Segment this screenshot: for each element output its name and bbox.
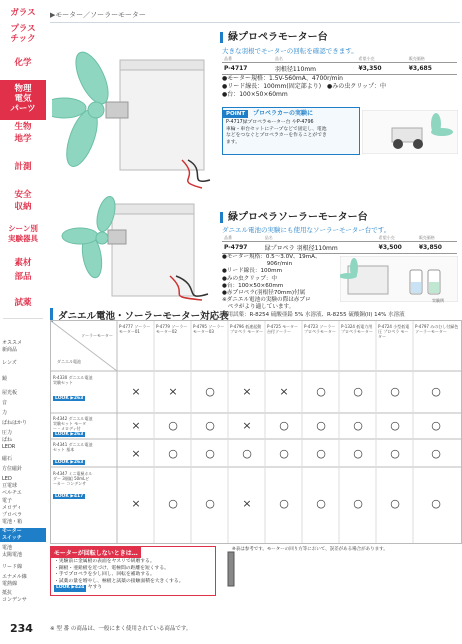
column-header: P-4779 ソーラー モーター02 [156, 324, 188, 334]
compat-mark: × [242, 419, 252, 432]
sidebar-sub-ledr[interactable]: LEDR [2, 444, 16, 450]
sidebar-sub-new[interactable]: 新商品 [2, 347, 18, 353]
compat-mark: ○ [316, 385, 326, 398]
sidebar-sub-bulb[interactable]: 豆電球 [2, 483, 18, 489]
product2-title: 緑プロペラソーラーモーター台 [220, 212, 368, 223]
sidebar-sub-heating-wire[interactable]: 電熱線 [2, 581, 18, 587]
sidebar-sub-magnet[interactable]: 磁石 [2, 456, 13, 462]
compat-mark: ○ [390, 497, 400, 510]
compat-mark: ○ [431, 419, 441, 432]
compat-mark: ○ [279, 497, 289, 510]
sidebar-sub-force[interactable]: 力 [2, 410, 8, 416]
look-badge: LOOK ▶424 [56, 585, 85, 591]
compat-mark: ○ [168, 419, 178, 432]
sidebar-label-electric: 電気 [14, 94, 32, 104]
compat-mark: × [131, 419, 141, 432]
troubleshoot-item: ・手でプロペラを少し回し、回転を補助する。 [54, 572, 155, 578]
sidebar-item-parts[interactable]: 部品 [14, 272, 32, 282]
spec-header-sale: 販売価格 [408, 56, 425, 61]
troubleshoot-item: ・銅板・亜鉛板を近づけ、電極間の距離を短くする。 [54, 565, 169, 571]
compat-mark: ○ [390, 419, 400, 432]
compat-corner-top: ソーラーモーター [81, 333, 113, 338]
product1-price-sale: ¥3,685 [407, 63, 457, 75]
sidebar-sub-pressure[interactable]: 圧力 [2, 430, 13, 436]
header-divider [50, 22, 460, 23]
sidebar-item-experiment-tools[interactable]: 実験器具 [8, 234, 38, 243]
product1-motor-icon [106, 102, 128, 118]
spec-header-code: 品番 [224, 235, 232, 240]
look-badge: LOOK ▶417 [55, 494, 84, 499]
sidebar-item-biology[interactable]: 生物 [14, 122, 32, 132]
product2-photo-caption: 実験例 [432, 298, 444, 303]
sidebar-sub-peltier[interactable]: ベルチエ [2, 490, 22, 496]
product2-price-list: ¥3,500 [377, 242, 417, 254]
look-tail: ヤすり [87, 585, 103, 591]
spec-header-sale: 販売価格 [418, 235, 435, 240]
compat-mark: ○ [431, 447, 441, 460]
column-header: P-4724 小型低電圧 プロペラ モーター [378, 324, 410, 339]
sidebar-item-chemistry[interactable]: 化学 [14, 58, 32, 68]
sidebar-label-parts: パーツ [10, 104, 36, 114]
sidebar-sub-compass[interactable]: 方位磁針 [2, 466, 23, 472]
compat-mark: ○ [205, 447, 215, 460]
column-header: P-4796 低速起動プロペラ モーター [230, 324, 264, 334]
spec-header-name: 品名 [274, 56, 283, 61]
compat-mark: ○ [316, 497, 326, 510]
page-number: 234 [10, 622, 33, 635]
compat-mark: ○ [316, 419, 326, 432]
sidebar-item-materials[interactable]: 素材 [14, 258, 32, 268]
look-badge: LOOK ▶263 [55, 432, 84, 437]
spec-header-code: 品番 [224, 56, 232, 61]
column-header: P-4797 みのむし付緑色 ソーラーモーター [415, 324, 459, 334]
look-badge: LOOK ▶263 [55, 460, 84, 465]
compat-note: 使用試薬：R-8254 硫酸亜鉛 5% 水溶液、R-8255 硫酸銅(II) 14% 水溶液 [222, 312, 405, 318]
product1-price-list: ¥3,350 [356, 63, 406, 75]
compat-mark: ○ [353, 419, 363, 432]
look-badge: LOOK ▶263 [55, 396, 84, 401]
column-header: P-4777 ソーラー モーター01 [119, 324, 151, 334]
sidebar-sub-led[interactable]: LED [2, 476, 12, 482]
product1-photo [52, 30, 212, 190]
compat-corner-bottom: ダニエル電池 [57, 359, 81, 364]
sidebar-sub-spring[interactable]: ばね [2, 437, 13, 443]
compat-table [50, 320, 462, 544]
row-label: R-4342 ダニエル電池 実験セット モーター・メロディ付 [53, 416, 93, 431]
row-look[interactable] [53, 459, 85, 465]
compat-mark: ○ [390, 385, 400, 398]
sidebar-divider [3, 318, 43, 319]
spec-header-list: 希望小売 [358, 56, 375, 61]
compat-mark: ○ [168, 447, 178, 460]
product1-title: 緑プロペラモーター台 [220, 32, 328, 43]
compat-mark: ○ [205, 385, 215, 398]
compat-mark: ○ [353, 385, 363, 398]
category-sidebar [0, 0, 46, 603]
compat-mark: ○ [431, 497, 441, 510]
compat-mark: ○ [279, 419, 289, 432]
product1-code[interactable]: P-4717 [222, 63, 273, 75]
product1-stand-top [120, 60, 204, 70]
car-wheel-icon [413, 139, 423, 149]
product2-name: 緑プロペラ 羽根径110mm [263, 242, 377, 254]
compat-mark: ○ [205, 497, 215, 510]
product2-code[interactable]: P-4797 [222, 242, 263, 254]
product1-point-box [222, 107, 360, 155]
compat-mark: × [242, 385, 252, 398]
sidebar-sub-electronic[interactable]: 電子 [2, 498, 13, 504]
sidebar-item-glass[interactable]: ガラス [10, 8, 36, 18]
breadcrumb[interactable]: ▶モーター／ソーラーモーター [50, 11, 146, 19]
sidebar-sub-melody[interactable]: メロディ [2, 505, 22, 511]
troubleshoot-header: モーターが回転しないときは… [51, 547, 141, 558]
product2-spec-table [222, 235, 457, 254]
product1-spec-table [222, 56, 457, 75]
compat-mark: ○ [431, 385, 441, 398]
compat-mark: ○ [316, 447, 326, 460]
car-wheel-icon [393, 139, 403, 149]
compat-title: ダニエル電池・ソーラーモーター対応表 [50, 308, 229, 322]
row-look[interactable] [53, 431, 85, 437]
sidebar-sub-solar[interactable]: 太陽電池 [2, 552, 23, 558]
sidebar-item-earth-science[interactable]: 地学 [14, 134, 32, 144]
sidebar-sub-switch-label: スイッチ [2, 535, 22, 541]
product1-propeller-icon [52, 48, 115, 171]
product2-subtitle: ダニエル電池の実験にも使用なソーラーモーター台です。 [222, 226, 391, 234]
product2-photo [52, 196, 212, 304]
compat-mark: × [131, 447, 141, 460]
spec-header-name: 品名 [264, 235, 273, 240]
product1-specs: ●モーター規格：1.5V-560mA、4700r/min ●リード線長：100mm(固定部より) ●みの虫クリップ：中 ●台：100×50×60mm [222, 75, 387, 99]
compat-mark: × [279, 385, 289, 398]
sidebar-item-safety[interactable]: 安全 [14, 190, 32, 200]
product1-name: 羽根径110mm [273, 63, 357, 75]
column-header: P-4725 モーター 台付ソーラー [267, 324, 299, 334]
row-label: R-4330 ダニエル電池 実験セット [53, 375, 93, 385]
sidebar-label-physics: 物理 [14, 84, 32, 94]
sidebar-item-measurement[interactable]: 計測 [14, 162, 32, 172]
sidebar-sub-motor[interactable] [0, 528, 46, 542]
troubleshoot-item: ・実験前に金属板の表面をヤスリで研磨する。 [54, 559, 155, 564]
file-tool-photo [218, 550, 246, 590]
product1-subtitle: 大きな羽根でモーターの回転を確認できます。 [222, 47, 358, 55]
compat-mark: × [168, 385, 178, 398]
column-header: P-4723 ソーラー プロペラモーター [304, 324, 336, 334]
compat-mark: ○ [205, 419, 215, 432]
sidebar-item-plastic-2[interactable]: チック [10, 34, 36, 44]
example-solution-icon [411, 282, 421, 293]
sidebar-sub-battery-box[interactable]: 電池・箱 [2, 519, 23, 525]
troubleshoot-box [50, 546, 216, 596]
product2-stand-icon [112, 204, 194, 296]
row-label: R-4341 ダニエル電池セット 基本 [53, 442, 93, 452]
sidebar-sub-motor-label: モーター [2, 528, 22, 534]
compat-mark: × [131, 497, 141, 510]
sidebar-sub-enamel-wire[interactable]: エナメル線 [2, 574, 27, 580]
sidebar-item-reagents[interactable]: 試薬 [14, 298, 32, 308]
product1-stand-icon [120, 60, 204, 170]
sidebar-sub-lens[interactable]: レンズ [2, 360, 17, 366]
product2-stand-top [112, 204, 194, 214]
sidebar-item-physics[interactable] [0, 80, 46, 120]
footer-note: ※ 型 番 の商品は、一般にまく使用されている商品です。 [50, 626, 192, 632]
troubleshoot-item: ・試薬の量を増やし、極板と試薬の接触面積を大きくする。 [54, 578, 184, 584]
point-tag: POINT [223, 110, 248, 118]
sidebar-sub-resistor[interactable]: 抵抗 [2, 590, 13, 596]
sidebar-sub-lead-wire[interactable]: リード線 [2, 564, 23, 570]
sidebar-sub-light[interactable]: 屋光板 [2, 390, 18, 396]
row-look[interactable] [53, 395, 85, 401]
row-look[interactable] [53, 493, 85, 499]
propeller-car-photo [362, 110, 458, 154]
product2-price-sale: ¥3,850 [417, 242, 457, 254]
troubleshoot-look-row[interactable] [54, 585, 212, 592]
sidebar-sub-propeller[interactable]: プロペラ [2, 512, 23, 518]
compat-mark: × [131, 385, 141, 398]
troubleshoot-list [51, 558, 215, 593]
sidebar-item-scene[interactable]: シーン別 [8, 224, 38, 233]
point-text: P-4717緑プロペラモーター台 やP-4796 車輪・車台セットにテープなどで固定し、電池 などをつなぐとプロペラカーを作ることができ ます。 [226, 120, 327, 145]
product2-specs: ●モーター規格：0.5〜3.0V、19mA、 906r/min ●リード線長：100mm ●みの虫クリップ：中 ●台：100×50×60mm ●赤プロペラ(羽根径70mm)付属 ※ダニエル電池の実験の際は赤プロ ペラがより適しています。 [222, 254, 321, 311]
compat-legend: ※表は参考です。モーターの回り方等において、誤差がある場合があります。 [232, 547, 388, 552]
compat-mark: ○ [353, 447, 363, 460]
product2-motor-icon [108, 230, 126, 244]
point-label: プロペラカーの実験に [253, 110, 314, 117]
compat-mark: ○ [279, 447, 289, 460]
compat-mark: × [242, 497, 252, 510]
sidebar-sub-sound[interactable]: 音 [2, 400, 8, 406]
column-header: P-4795 ソーラー モーター03 [193, 324, 225, 334]
compat-mark: ○ [242, 447, 252, 460]
sidebar-sub-mirror[interactable]: 鏡 [2, 376, 8, 382]
file-icon [228, 552, 234, 586]
sidebar-sub-spring-scale[interactable]: ばねはかり [2, 420, 28, 426]
sidebar-item-plastic[interactable]: プラス [10, 24, 36, 34]
sidebar-item-storage[interactable]: 収納 [14, 202, 32, 212]
example-solution-icon [429, 282, 439, 293]
column-header: P-1324 低電力用 プロペラモーター [341, 324, 373, 334]
spec-header-list: 希望小売 [378, 235, 395, 240]
sidebar-sub-recommend[interactable]: オススメ [2, 340, 22, 346]
product2-example-photo [340, 256, 458, 302]
row-label: R-4347 ミニ電極ホルダー 3個組 50mLビーカー コンデンサ [53, 471, 93, 486]
sidebar-sub-battery[interactable]: 電池 [2, 545, 13, 551]
compat-mark: ○ [353, 497, 363, 510]
compat-mark: ○ [390, 447, 400, 460]
compat-mark: ○ [168, 497, 178, 510]
sidebar-sub-capacitor[interactable]: コンデンサ [2, 597, 27, 603]
